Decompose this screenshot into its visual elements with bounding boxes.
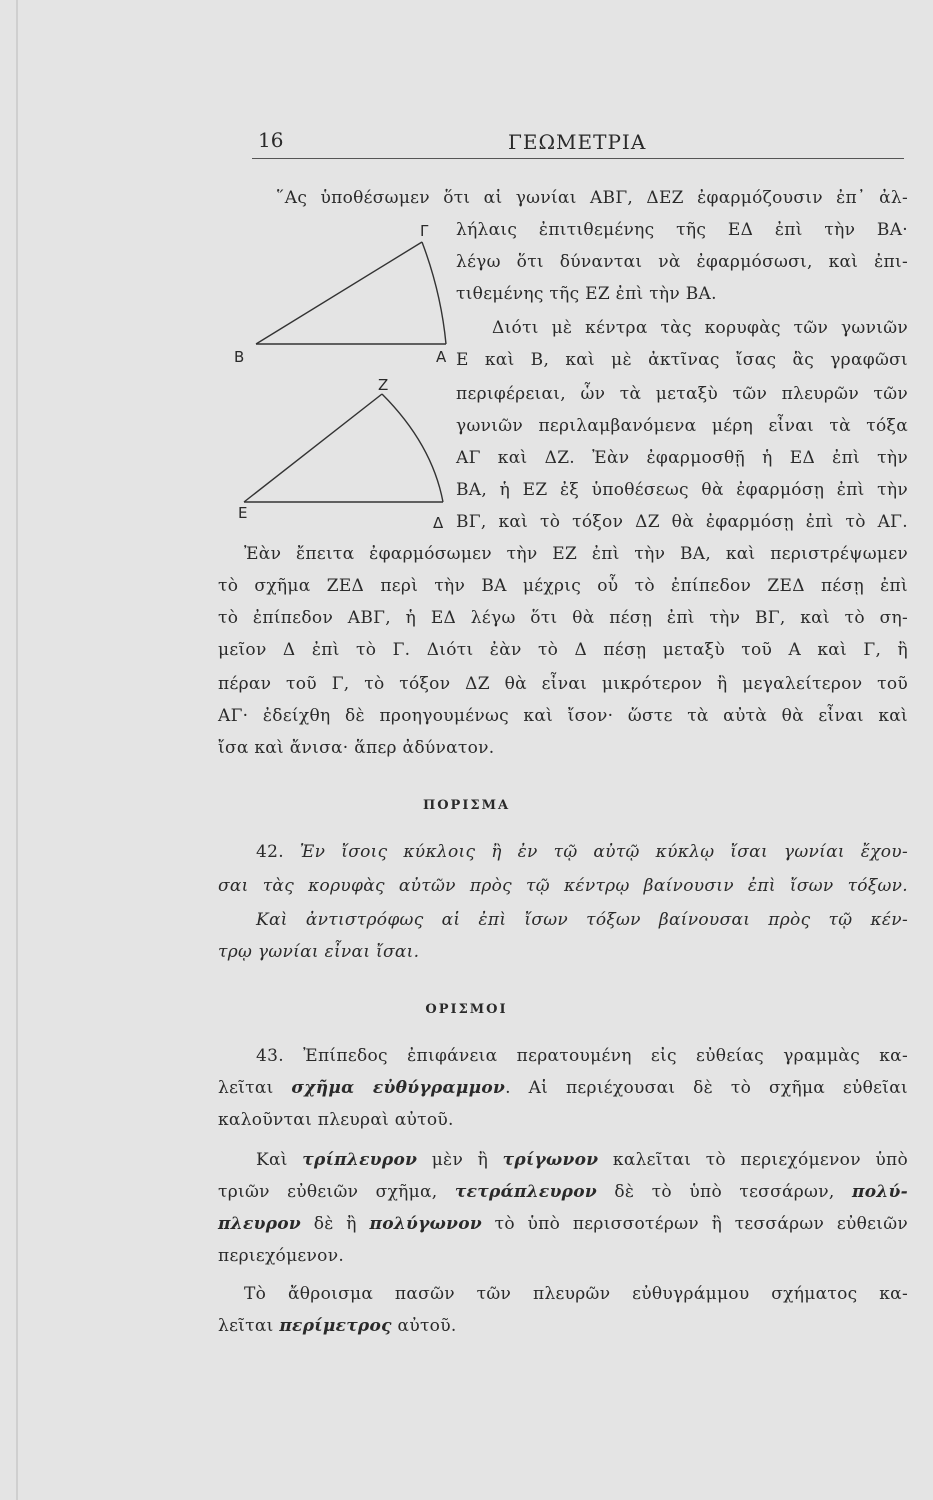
line-BG xyxy=(256,242,422,344)
text-line: Καὶ ἀντιστρόφως αἱ ἐπὶ ἴσων τόξων βαίνουσαι πρὸς τῷ κέν- xyxy=(256,910,908,930)
running-title: ΓΕΩΜΕΤΡΙΑ xyxy=(508,130,647,154)
text-line: πέραν τοῦ Γ, τὸ τόξον ΔΖ θὰ εἶναι μικρότερον ἢ μεγαλείτερον τοῦ xyxy=(218,674,908,694)
text-line: Ἐὰν ἔπειτα ἐφαρμόσωμεν τὴν ΕΖ ἐπὶ τὴν ΒΑ, καὶ περιστρέψωμεν xyxy=(244,544,908,564)
paragraph-number: 43. xyxy=(256,1046,284,1066)
line-EZ xyxy=(244,394,382,502)
label-zeta: Ζ xyxy=(378,376,389,394)
text-line: τὸ σχῆμα ΖΕΔ περὶ τὴν ΒΑ μέχρις οὗ τὸ ἐπίπεδον ΖΕΔ πέσῃ ἐπὶ xyxy=(218,576,908,596)
text-line: μεῖον Δ ἐπὶ τὸ Γ. Διότι ἐὰν τὸ Δ πέσῃ μεταξὺ τοῦ Α καὶ Γ, ἢ xyxy=(218,640,908,660)
text-line: ΑΓ καὶ ΔΖ. Ἐὰν ἐφαρμοσθῇ ἡ ΕΔ ἐπὶ τὴν xyxy=(456,448,908,468)
page-edge xyxy=(16,0,18,1500)
text-line: λεῖται περίμετρος αὐτοῦ. xyxy=(218,1316,457,1336)
text-line: πλευρον δὲ ἢ πολύγωνον τὸ ὑπὸ περισσοτέρων ἢ τεσσάρων εὐθειῶν xyxy=(218,1214,908,1234)
text-line: λεῖται σχῆμα εὐθύγραμμον. Αἱ περιέχουσαι δὲ τὸ σχῆμα εὐθεῖαι xyxy=(218,1078,909,1098)
text-line: λήλαις ἐπιτιθεμένης τῆς ΕΔ ἐπὶ τὴν ΒΑ· xyxy=(456,220,908,240)
text-line: καλοῦνται πλευραὶ αὐτοῦ. xyxy=(218,1110,454,1130)
text-line: τριῶν εὐθειῶν σχῆμα, τετράπλευρον δὲ τὸ ὑπὸ τεσσάρων, πολύ- xyxy=(218,1182,909,1202)
text-line: ῞Ας ὑποθέσωμεν ὅτι αἱ γωνίαι ΑΒΓ, ΔΕΖ ἐφαρμόζουσιν ἐπ᾽ ἀλ- xyxy=(276,188,908,208)
text-line: περιεχόμενον. xyxy=(218,1246,345,1266)
label-alpha: Α xyxy=(436,348,447,366)
term: σχῆμα εὐθύγραμμον xyxy=(291,1078,506,1098)
term: περίμετρος xyxy=(279,1316,392,1336)
label-delta: Δ xyxy=(433,514,444,532)
arc-DZ xyxy=(382,394,443,502)
text-line: σαι τὰς κορυφὰς αὐτῶν πρὸς τῷ κέντρῳ βαίνουσιν ἐπὶ ἴσων τόξων. xyxy=(218,876,908,896)
text-line: ΒΓ, καὶ τὸ τόξον ΔΖ θὰ ἐφαρμόσῃ ἐπὶ τὸ ΑΓ. xyxy=(456,512,908,532)
text-line: Τὸ ἄθροισμα πασῶν τῶν πλευρῶν εὐθυγράμμου σχήματος κα- xyxy=(244,1284,908,1304)
text-line: ΑΓ· ἐδείχθη δὲ προηγουμένως καὶ ἴσον· ὥστε τὰ αὐτὰ θὰ εἶναι καὶ xyxy=(218,706,908,726)
term: τρίπλευρον xyxy=(302,1150,418,1170)
page-number: 16 xyxy=(258,128,284,152)
text-line: τιθεμένης τῆς ΕΖ ἐπὶ τὴν ΒΑ. xyxy=(456,284,717,304)
text-line: Ε καὶ Β, καὶ μὲ ἀκτῖνας ἴσας ἃς γραφῶσι xyxy=(456,350,908,370)
arc-AG xyxy=(422,242,446,344)
term: πλευρον xyxy=(218,1214,302,1234)
text-line: Διότι μὲ κέντρα τὰς κορυφὰς τῶν γωνιῶν xyxy=(492,318,908,338)
text-line: περιφέρειαι, ὧν τὰ μεταξὺ τῶν πλευρῶν τῶν xyxy=(456,384,908,404)
label-epsilon: Ε xyxy=(238,504,248,522)
term: τρίγωνον xyxy=(502,1150,599,1170)
label-beta: Β xyxy=(234,348,245,366)
text-line: ἴσα καὶ ἄνισα· ἅπερ ἀδύνατον. xyxy=(218,738,495,758)
text-line: 42. Ἐν ἴσοις κύκλοις ἢ ἐν τῷ αὐτῷ κύκλῳ ἴσαι γωνίαι ἔχου- xyxy=(256,842,908,862)
section-heading-porisma: ΠΟΡΙΣΜΑ xyxy=(422,798,511,813)
text-line: γωνιῶν περιλαμβανόμενα μέρη εἶναι τὰ τόξα xyxy=(456,416,908,436)
text-line: ΒΑ, ἡ ΕΖ ἐξ ὑποθέσεως θὰ ἐφαρμόσῃ ἐπὶ τὴν xyxy=(456,480,908,500)
text-line: Καὶ τρίπλευρον μὲν ἢ τρίγωνον καλεῖται τὸ περιεχόμενον ὑπὸ xyxy=(256,1150,908,1170)
text-line: λέγω ὅτι δύνανται νὰ ἐφαρμόσωσι, καὶ ἐπι- xyxy=(456,252,908,272)
term: πολύ- xyxy=(851,1182,909,1202)
geometry-figure xyxy=(236,222,456,532)
term: τετράπλευρον xyxy=(454,1182,598,1202)
text-line: τρῳ γωνίαι εἶναι ἴσαι. xyxy=(218,942,420,962)
term: πολύγωνον xyxy=(369,1214,482,1234)
label-gamma: Γ xyxy=(420,222,429,240)
page-header xyxy=(252,128,904,159)
text-line: τὸ ἐπίπεδον ΑΒΓ, ἡ ΕΔ λέγω ὅτι θὰ πέσῃ ἐπὶ τὴν ΒΓ, καὶ τὸ ση- xyxy=(218,608,908,628)
paragraph-number: 42. xyxy=(256,842,284,862)
section-heading-orismoi: ΟΡΙΣΜΟΙ xyxy=(425,1002,508,1017)
text-line: 43. Ἐπίπεδος ἐπιφάνεια περατουμένη εἰς εὐθείας γραμμὰς κα- xyxy=(256,1046,908,1066)
